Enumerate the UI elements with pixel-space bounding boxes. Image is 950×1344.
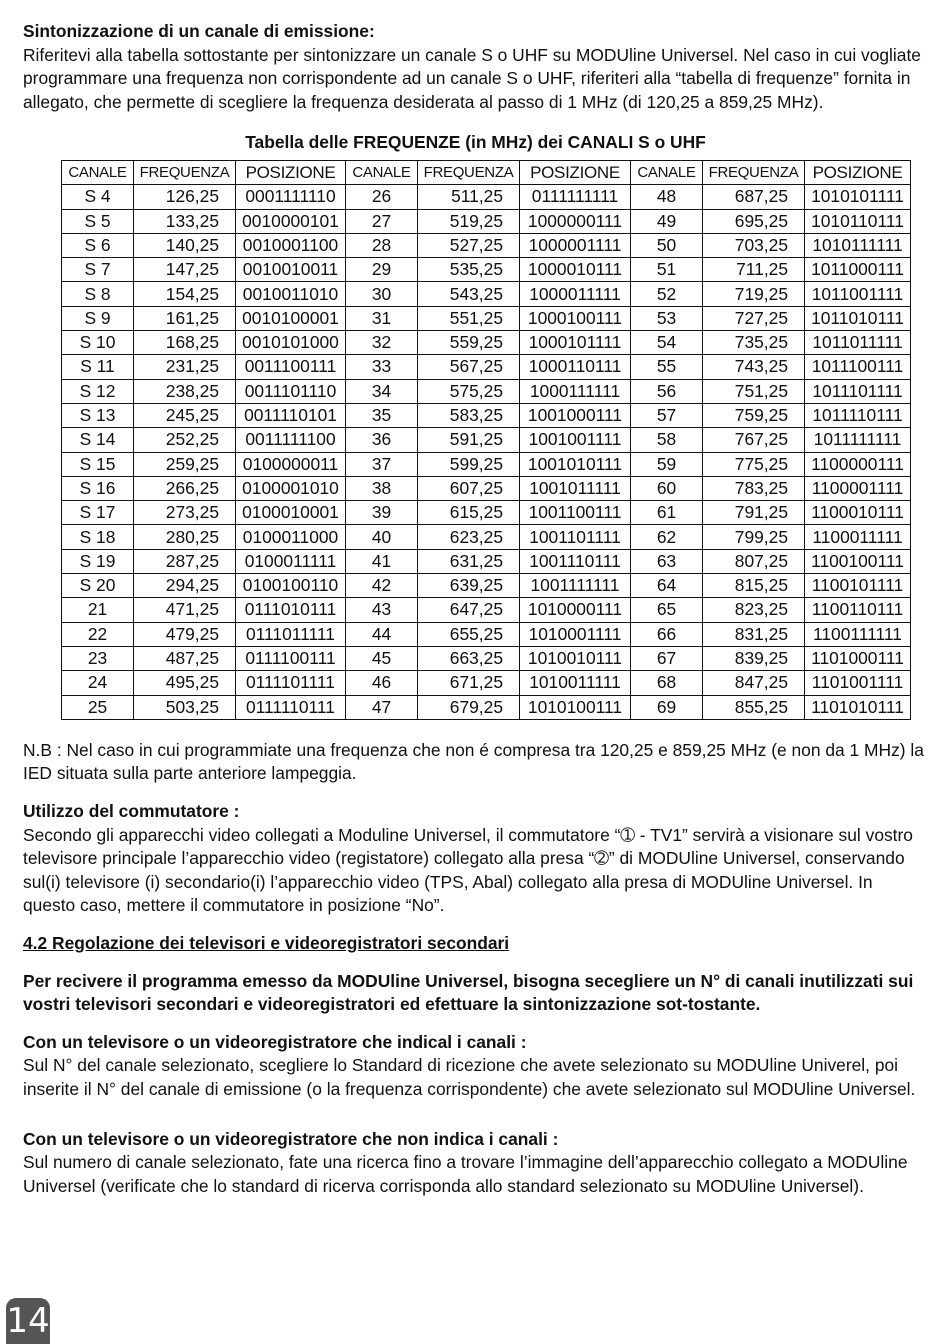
cell-posizione: 1100110111 [805,598,911,622]
cell-posizione: 1010011111 [520,671,631,695]
table-body [62,185,911,720]
table-row [62,331,911,355]
cell-canale: 57 [631,403,703,427]
cell-posizione: 0011110101 [236,403,346,427]
cell-posizione: 1100101111 [805,574,911,598]
cell-posizione: 0100010001 [236,501,346,525]
cell-canale: S 9 [62,306,134,330]
cell-frequenza: 591,25 [418,428,520,452]
cell-frequenza: 140,25 [134,233,236,257]
table-row [62,549,911,573]
table-row [62,428,911,452]
section-heading: Utilizzo del commutatore : [23,800,240,821]
section-heading: Sintonizzazione di un canale di emissione: [23,21,375,41]
cell-frequenza: 623,25 [418,525,520,549]
cell-canale: 60 [631,476,703,500]
cell-canale: S 7 [62,258,134,282]
cell-canale: S 13 [62,403,134,427]
cell-canale: 22 [62,622,134,646]
cell-posizione: 1101010111 [805,695,911,719]
header-posizione: POSIZIONE [520,160,631,184]
cell-posizione: 1011000111 [805,258,911,282]
section-body: Secondo gli apparecchi video collegati a Moduline Universel, il commutatore “➀ - TV1” servirà a visionare sul vostro televisore principale l’apparecchio video (registatore) collegato alla presa “➁” di MODUline Universel, conservando sul(i) televisore (i) secondario(i) l’apparecchio video (TPS, Abal) collegato alla presa di MODUline Universel. In questo caso, mettere il commutatore in posizione “No”. [23,824,913,916]
cell-frequenza: 133,25 [134,209,236,233]
cell-canale: 52 [631,282,703,306]
header-canale: CANALE [346,160,418,184]
cell-posizione: 1010110111 [805,209,911,233]
cell-canale: S 19 [62,549,134,573]
frequency-table [61,160,911,720]
page-number: 14 [6,1298,50,1344]
cell-posizione: 0111101111 [236,671,346,695]
cell-posizione: 1001110111 [520,549,631,573]
cell-frequenza: 287,25 [134,549,236,573]
table-row [62,379,911,403]
cell-posizione: 1010111111 [805,233,911,257]
table-row [62,622,911,646]
cell-canale: 66 [631,622,703,646]
cell-canale: 32 [346,331,418,355]
header-frequenza: FREQUENZA [418,160,520,184]
cell-posizione: 1011010111 [805,306,911,330]
cell-frequenza: 751,25 [703,379,805,403]
cell-frequenza: 259,25 [134,452,236,476]
cell-posizione: 1010100111 [520,695,631,719]
cell-canale: 36 [346,428,418,452]
cell-posizione: 1011001111 [805,282,911,306]
cell-posizione: 1000010111 [520,258,631,282]
cell-posizione: 1010101111 [805,185,911,209]
cell-frequenza: 154,25 [134,282,236,306]
cell-frequenza: 719,25 [703,282,805,306]
cell-posizione: 1000011111 [520,282,631,306]
cell-frequenza: 679,25 [418,695,520,719]
cell-posizione: 1100000111 [805,452,911,476]
cell-posizione: 1000100111 [520,306,631,330]
cell-frequenza: 807,25 [703,549,805,573]
table-caption: Tabella delle FREQUENZE (in MHz) dei CANALI S o UHF [245,132,706,153]
cell-frequenza: 767,25 [703,428,805,452]
cell-canale: 58 [631,428,703,452]
cell-canale: 65 [631,598,703,622]
cell-canale: 61 [631,501,703,525]
cell-frequenza: 126,25 [134,185,236,209]
table-row [62,209,911,233]
cell-frequenza: 238,25 [134,379,236,403]
table-row [62,282,911,306]
cell-posizione: 1000000111 [520,209,631,233]
cell-canale: 27 [346,209,418,233]
cell-canale: 47 [346,695,418,719]
cell-posizione: 1011100111 [805,355,911,379]
cell-canale: 42 [346,574,418,598]
header-canale: CANALE [62,160,134,184]
cell-frequenza: 815,25 [703,574,805,598]
cell-frequenza: 487,25 [134,646,236,670]
cell-frequenza: 687,25 [703,185,805,209]
cell-canale: 26 [346,185,418,209]
cell-posizione: 1000101111 [520,331,631,355]
cell-posizione: 1100100111 [805,549,911,573]
cell-frequenza: 583,25 [418,403,520,427]
cell-canale: 35 [346,403,418,427]
cell-posizione: 0111111111 [520,185,631,209]
cell-frequenza: 294,25 [134,574,236,598]
cell-canale: S 5 [62,209,134,233]
table-row [62,185,911,209]
cell-frequenza: 168,25 [134,331,236,355]
cell-posizione: 0011100111 [236,355,346,379]
cell-frequenza: 671,25 [418,671,520,695]
cell-posizione: 1001000111 [520,403,631,427]
cell-frequenza: 711,25 [703,258,805,282]
cell-posizione: 1001111111 [520,574,631,598]
cell-canale: 69 [631,695,703,719]
section-channel-tuning [23,20,928,114]
cell-frequenza: 245,25 [134,403,236,427]
table-row [62,233,911,257]
cell-frequenza: 791,25 [703,501,805,525]
header-posizione: POSIZIONE [805,160,911,184]
nb-note: N.B : Nel caso in cui programmiate una frequenza che non é compresa tra 120,25 e 859,25 MHz (e non da 1 MHz) la IED situata sulla parte anteriore lampeggia. [23,739,924,784]
cell-canale: 21 [62,598,134,622]
cell-posizione: 1010000111 [520,598,631,622]
cell-canale: S 20 [62,574,134,598]
cell-posizione: 0100011000 [236,525,346,549]
cell-posizione: 0010100001 [236,306,346,330]
cell-frequenza: 607,25 [418,476,520,500]
cell-frequenza: 273,25 [134,501,236,525]
cell-frequenza: 847,25 [703,671,805,695]
cell-posizione: 0001111110 [236,185,346,209]
cell-canale: 34 [346,379,418,403]
cell-frequenza: 599,25 [418,452,520,476]
table-row [62,306,911,330]
cell-frequenza: 615,25 [418,501,520,525]
cell-posizione: 1011101111 [805,379,911,403]
cell-posizione: 0011101110 [236,379,346,403]
cell-frequenza: 266,25 [134,476,236,500]
cell-canale: 46 [346,671,418,695]
cell-frequenza: 252,25 [134,428,236,452]
header-posizione: POSIZIONE [236,160,346,184]
section-intro: Per recivere il programma emesso da MODUline Universel, bisogna secegliere un N° di canali inutilizzati sui vostri televisori secondari e videoregistratori ed efettuare la sintonizzazione sot-tostante. [23,970,914,1015]
cell-posizione: 1001101111 [520,525,631,549]
cell-frequenza: 823,25 [703,598,805,622]
cell-canale: 62 [631,525,703,549]
cell-frequenza: 471,25 [134,598,236,622]
cell-frequenza: 695,25 [703,209,805,233]
section-without-channels [23,1128,928,1199]
cell-canale: S 16 [62,476,134,500]
cell-posizione: 0100001010 [236,476,346,500]
table-row [62,646,911,670]
cell-canale: 56 [631,379,703,403]
section-body: Sul N° del canale selezionato, scegliere lo Standard di ricezione che avete selezionato su MODUline Univerel, poi inserite il N° del canale di emissione (o la frequenza corrispondente) che avete selezionato sul MODUline Universel. [23,1055,916,1099]
cell-posizione: 0010001100 [236,233,346,257]
cell-canale: 43 [346,598,418,622]
cell-posizione: 0010011010 [236,282,346,306]
cell-canale: 55 [631,355,703,379]
header-frequenza: FREQUENZA [134,160,236,184]
cell-frequenza: 647,25 [418,598,520,622]
table-row [62,525,911,549]
cell-posizione: 1010010111 [520,646,631,670]
section-body: Sul numero di canale selezionato, fate una ricerca fino a trovare l’immagine dell’apparecchio collegato a MODUline Universel (verificate che lo standard di ricerva corrisponda allo standard selezionato su MODUline Universel). [23,1152,908,1196]
cell-canale: 40 [346,525,418,549]
cell-frequenza: 855,25 [703,695,805,719]
cell-posizione: 1001001111 [520,428,631,452]
cell-frequenza: 543,25 [418,282,520,306]
cell-posizione: 1011110111 [805,403,911,427]
cell-frequenza: 799,25 [703,525,805,549]
section-heading: 4.2 Regolazione dei televisori e videoregistratori secondari [23,932,510,953]
cell-canale: 67 [631,646,703,670]
cell-frequenza: 280,25 [134,525,236,549]
cell-frequenza: 655,25 [418,622,520,646]
cell-posizione: 0010010011 [236,258,346,282]
cell-posizione: 0100011111 [236,549,346,573]
cell-canale: 41 [346,549,418,573]
cell-frequenza: 161,25 [134,306,236,330]
section-switch [23,800,928,918]
cell-canale: S 8 [62,282,134,306]
cell-posizione: 0010101000 [236,331,346,355]
cell-frequenza: 551,25 [418,306,520,330]
cell-posizione: 1011011111 [805,331,911,355]
table-row [62,476,911,500]
cell-canale: S 14 [62,428,134,452]
cell-posizione: 1000111111 [520,379,631,403]
cell-posizione: 1100011111 [805,525,911,549]
cell-posizione: 0100000011 [236,452,346,476]
cell-canale: 50 [631,233,703,257]
cell-frequenza: 479,25 [134,622,236,646]
cell-frequenza: 519,25 [418,209,520,233]
cell-posizione: 1100111111 [805,622,911,646]
cell-canale: 51 [631,258,703,282]
cell-posizione: 0111010111 [236,598,346,622]
cell-canale: 30 [346,282,418,306]
cell-canale: 59 [631,452,703,476]
cell-posizione: 0011111100 [236,428,346,452]
cell-frequenza: 743,25 [703,355,805,379]
cell-canale: 64 [631,574,703,598]
cell-canale: 63 [631,549,703,573]
cell-posizione: 1101000111 [805,646,911,670]
section-heading: Con un televisore o un videoregistratore che non indica i canali : [23,1128,559,1149]
cell-frequenza: 775,25 [703,452,805,476]
header-canale: CANALE [631,160,703,184]
cell-frequenza: 735,25 [703,331,805,355]
cell-canale: S 17 [62,501,134,525]
table-row [62,501,911,525]
cell-posizione: 1001010111 [520,452,631,476]
table-header-row [62,160,911,184]
cell-posizione: 1001011111 [520,476,631,500]
header-frequenza: FREQUENZA [703,160,805,184]
cell-posizione: 1011111111 [805,428,911,452]
cell-frequenza: 783,25 [703,476,805,500]
cell-posizione: 0100100110 [236,574,346,598]
cell-posizione: 1100010111 [805,501,911,525]
cell-canale: 33 [346,355,418,379]
cell-canale: 28 [346,233,418,257]
cell-canale: 44 [346,622,418,646]
table-row [62,403,911,427]
cell-frequenza: 759,25 [703,403,805,427]
table-row [62,258,911,282]
cell-posizione: 1000001111 [520,233,631,257]
cell-frequenza: 559,25 [418,331,520,355]
cell-canale: 23 [62,646,134,670]
cell-canale: S 10 [62,331,134,355]
cell-frequenza: 231,25 [134,355,236,379]
table-row [62,452,911,476]
cell-canale: S 15 [62,452,134,476]
cell-canale: S 12 [62,379,134,403]
cell-canale: 24 [62,671,134,695]
table-row [62,695,911,719]
cell-canale: 49 [631,209,703,233]
cell-canale: S 6 [62,233,134,257]
cell-frequenza: 703,25 [703,233,805,257]
cell-canale: 29 [346,258,418,282]
table-row [62,355,911,379]
page-content [23,20,928,1198]
cell-canale: 48 [631,185,703,209]
cell-frequenza: 639,25 [418,574,520,598]
cell-canale: S 18 [62,525,134,549]
cell-frequenza: 831,25 [703,622,805,646]
cell-frequenza: 663,25 [418,646,520,670]
cell-canale: 38 [346,476,418,500]
table-row [62,598,911,622]
cell-posizione: 1010001111 [520,622,631,646]
cell-posizione: 0111110111 [236,695,346,719]
cell-posizione: 0111100111 [236,646,346,670]
table-row [62,671,911,695]
cell-posizione: 1101001111 [805,671,911,695]
cell-canale: S 11 [62,355,134,379]
section-body: Riferitevi alla tabella sottostante per sintonizzare un canale S o UHF su MODUline Universel. Nel caso in cui vogliate programmare una frequenza non corrispondente ad un canale S o UHF, riferiteri alla “tabella di frequenze” fornita in allegato, che permette di scegliere la frequenza desiderata al passo di 1 MHz (di 120,25 a 859,25 MHz). [23,44,921,112]
section-with-channels [23,1031,928,1102]
cell-posizione: 1100001111 [805,476,911,500]
cell-frequenza: 727,25 [703,306,805,330]
cell-canale: 37 [346,452,418,476]
cell-frequenza: 527,25 [418,233,520,257]
section-secondary-tv [23,932,928,1017]
cell-frequenza: 575,25 [418,379,520,403]
cell-frequenza: 567,25 [418,355,520,379]
cell-posizione: 1000110111 [520,355,631,379]
cell-canale: 68 [631,671,703,695]
cell-canale: 45 [346,646,418,670]
cell-posizione: 0111011111 [236,622,346,646]
cell-canale: 31 [346,306,418,330]
cell-canale: 39 [346,501,418,525]
cell-canale: 25 [62,695,134,719]
cell-frequenza: 631,25 [418,549,520,573]
cell-posizione: 0010000101 [236,209,346,233]
table-row [62,574,911,598]
cell-frequenza: 511,25 [418,185,520,209]
cell-frequenza: 535,25 [418,258,520,282]
cell-canale: 53 [631,306,703,330]
section-heading: Con un televisore o un videoregistratore che indical i canali : [23,1031,527,1052]
cell-posizione: 1001100111 [520,501,631,525]
cell-canale: 54 [631,331,703,355]
cell-frequenza: 503,25 [134,695,236,719]
cell-frequenza: 839,25 [703,646,805,670]
cell-frequenza: 495,25 [134,671,236,695]
cell-canale: S 4 [62,185,134,209]
cell-frequenza: 147,25 [134,258,236,282]
